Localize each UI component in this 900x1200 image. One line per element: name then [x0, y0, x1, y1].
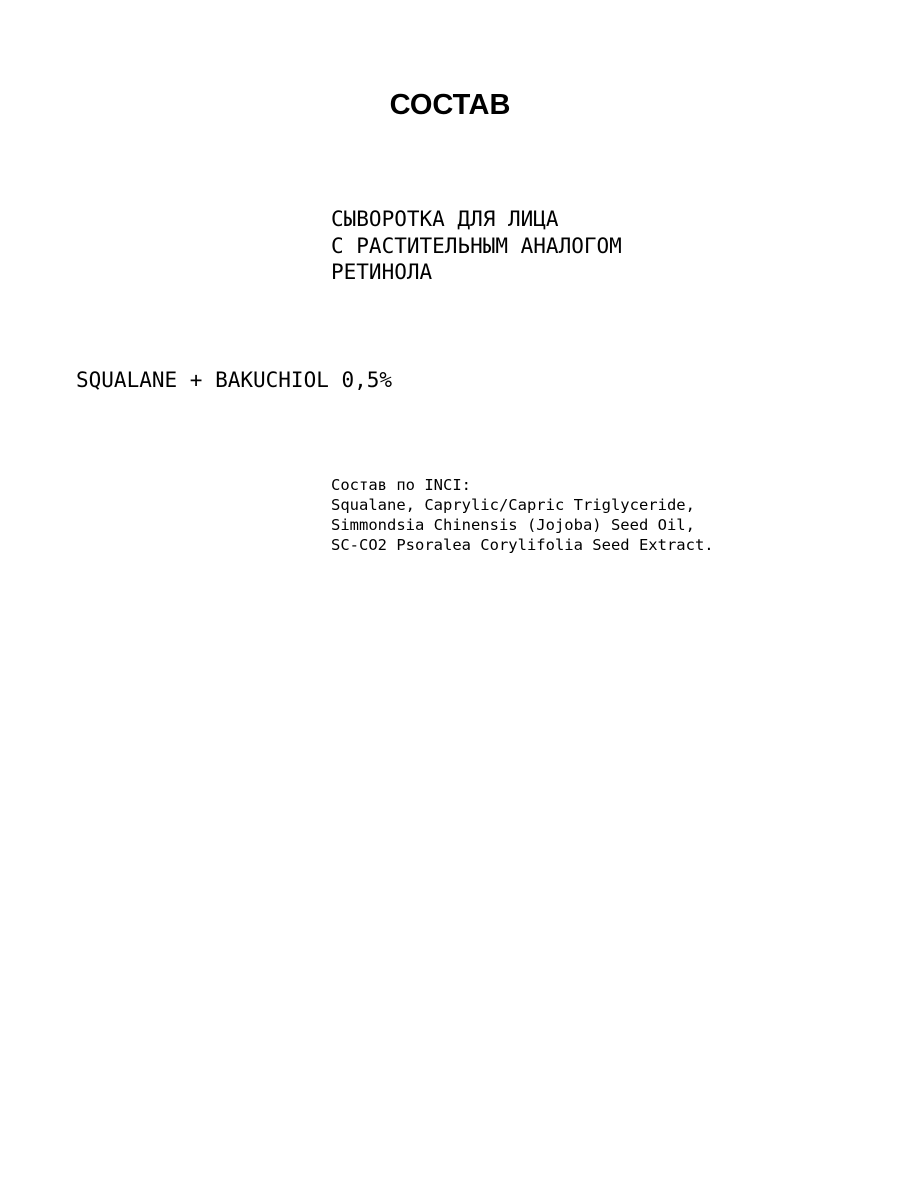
- inci-line: Squalane, Caprylic/Capric Triglyceride,: [331, 496, 695, 514]
- inci-line: Simmondsia Chinensis (Jojoba) Seed Oil,: [331, 516, 695, 534]
- inci-line: SC-CO2 Psoralea Corylifolia Seed Extract.: [331, 536, 714, 554]
- active-ingredients: SQUALANE + BAKUCHIOL 0,5%: [76, 368, 393, 392]
- product-name-line: СЫВОРОТКА ДЛЯ ЛИЦА: [331, 207, 559, 231]
- product-name-line: С РАСТИТЕЛЬНЫМ АНАЛОГОМ: [331, 233, 622, 258]
- inci-heading: Состав по INCI:: [331, 476, 471, 494]
- product-name: [331, 206, 622, 286]
- inci-composition: [331, 475, 714, 555]
- page-title: СОСТАВ: [389, 89, 511, 121]
- product-name-line: РЕТИНОЛА: [331, 260, 433, 284]
